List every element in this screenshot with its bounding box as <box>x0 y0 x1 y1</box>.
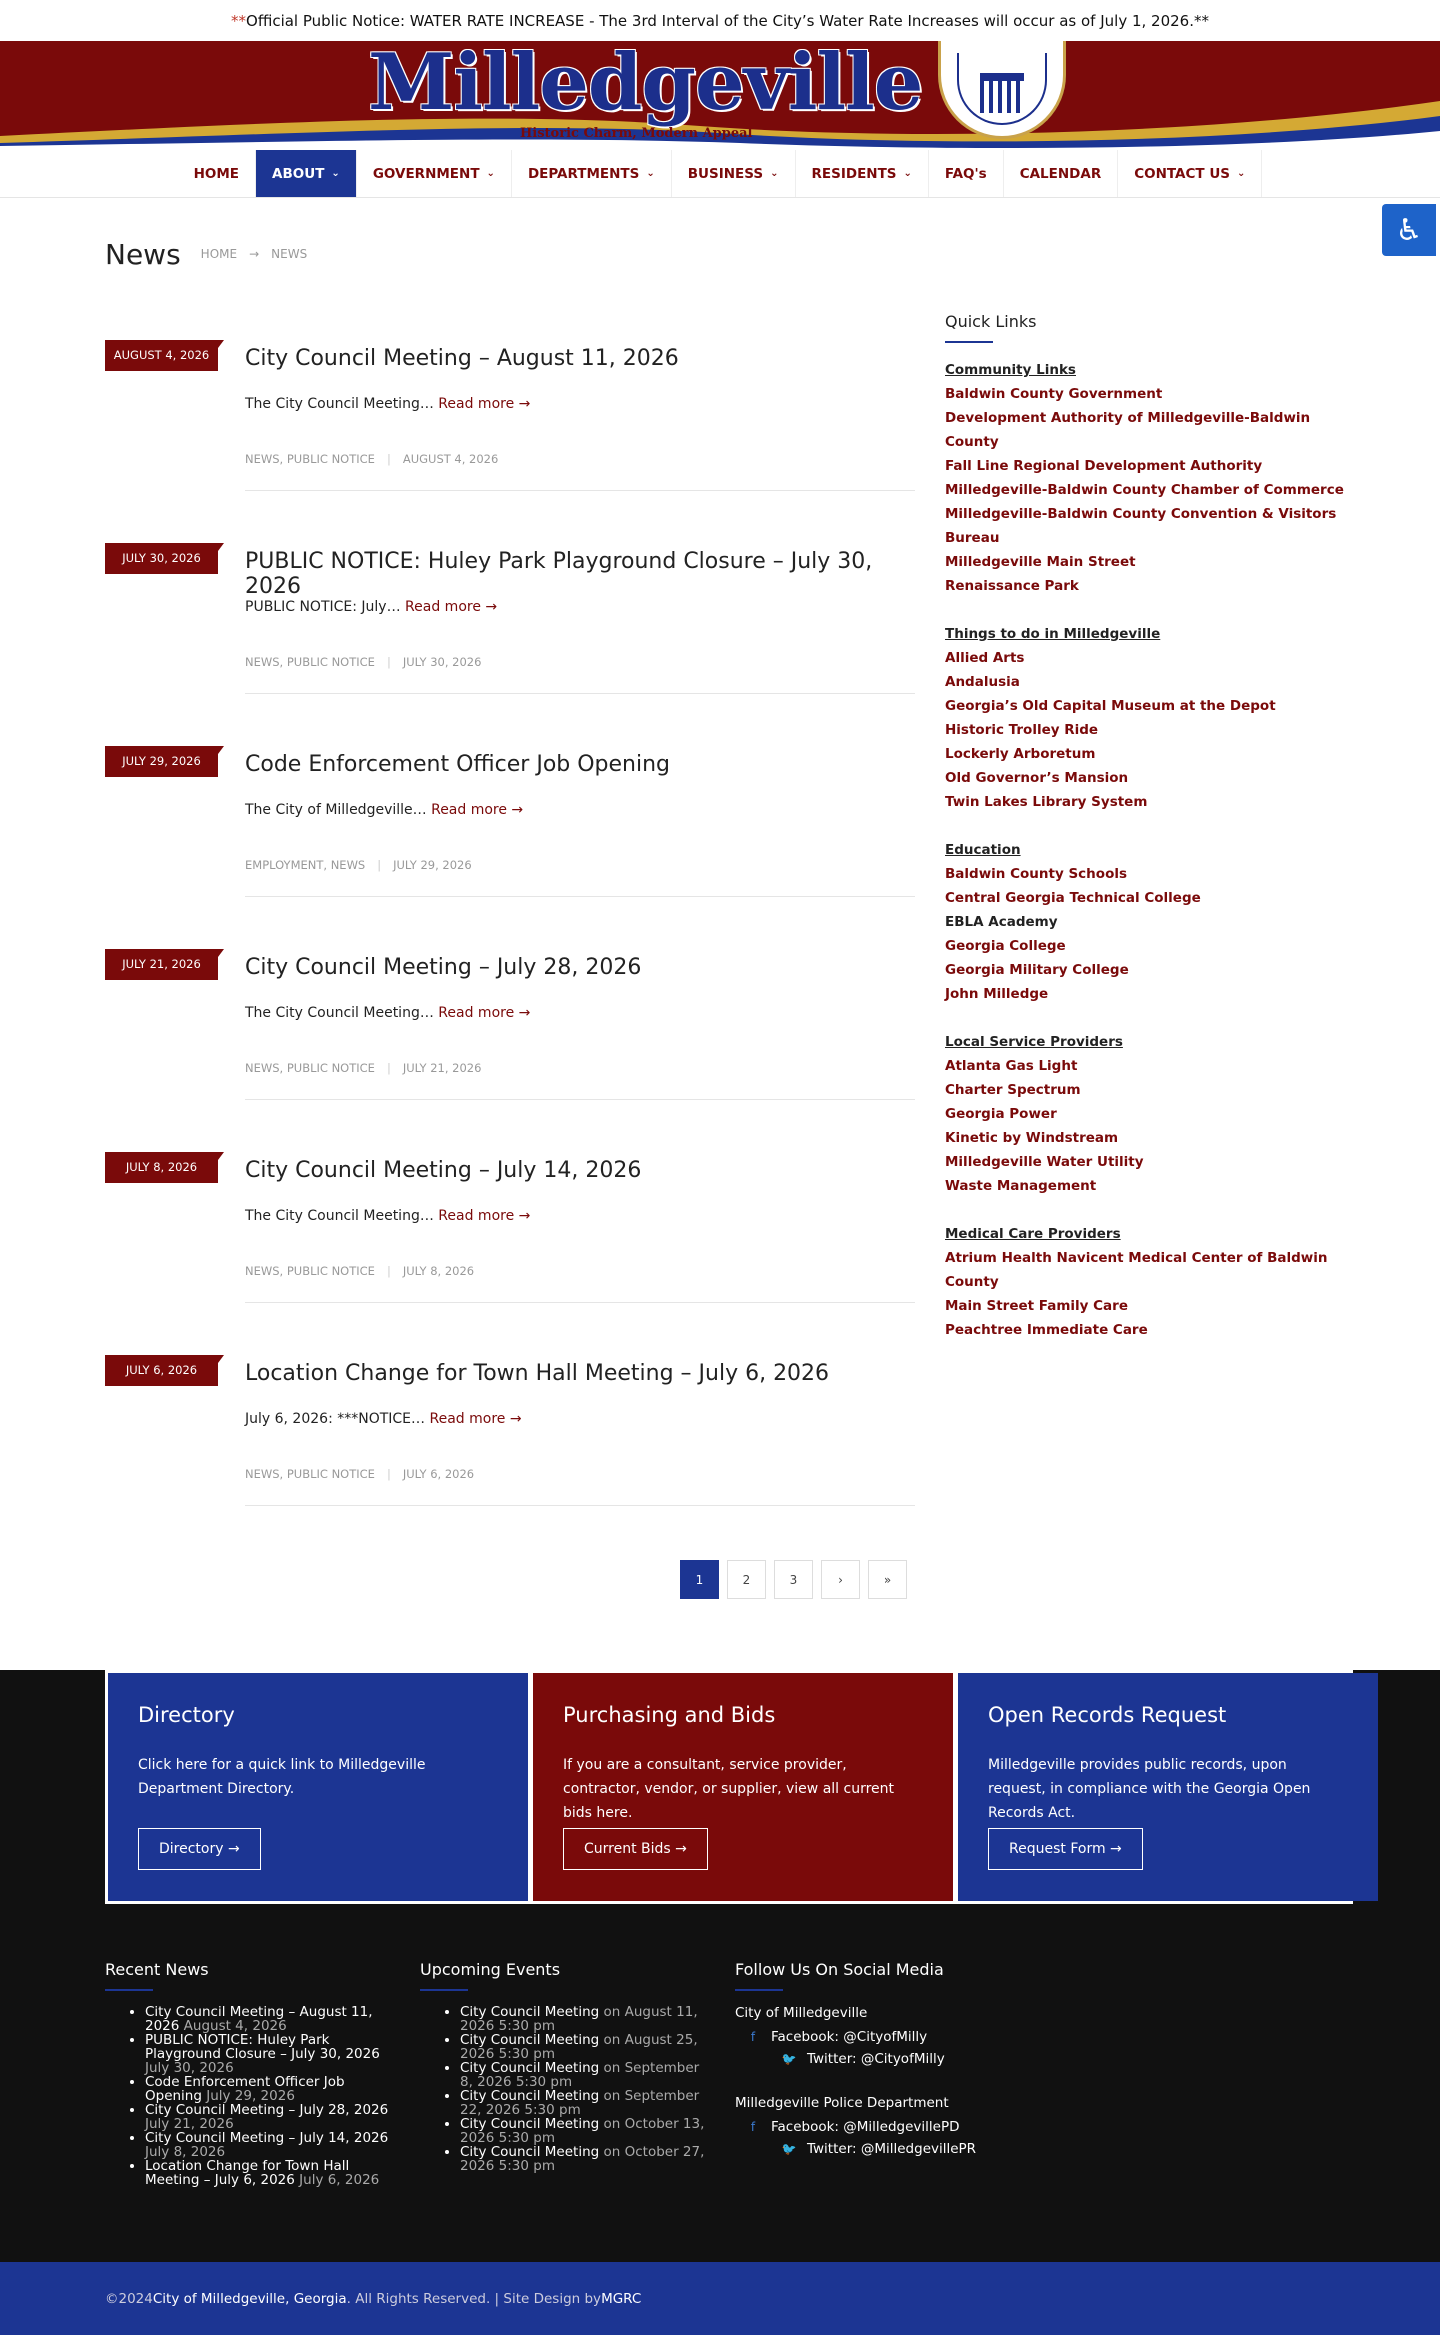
directory-button[interactable]: Directory → <box>138 1828 261 1870</box>
quick-link[interactable]: Georgia College <box>945 938 1066 954</box>
cta-open-records <box>958 1673 1378 1901</box>
cta-title: Purchasing and Bids <box>563 1703 776 1727</box>
quick-link[interactable]: Renaissance Park <box>945 578 1079 594</box>
post-date-badge: AUGUST 4, 2026 <box>105 340 218 371</box>
notice-text[interactable]: Official Public Notice: WATER RATE INCREASE - The 3rd Interval of the City’s Water Rate Increases will occur as of July 1, 2026.** <box>246 11 1209 30</box>
social-org: Milledgeville Police Department <box>735 2095 949 2111</box>
chevron-down-icon: ⌄ <box>331 168 340 179</box>
request-form-button[interactable]: Request Form → <box>988 1828 1143 1870</box>
recent-news-item[interactable]: • Location Change for Town Hall Meeting – July 6, 2026 July 6, 2026 <box>145 2159 395 2187</box>
post-date-badge: JULY 29, 2026 <box>105 746 218 777</box>
news-post <box>105 543 915 746</box>
quick-link[interactable]: Atlanta Gas Light <box>945 1058 1078 1074</box>
quick-link[interactable]: Fall Line Regional Development Authority <box>945 458 1263 474</box>
event-item[interactable]: • City Council Meeting on September 8, 2026 5:30 pm <box>460 2061 710 2089</box>
pagination <box>680 1560 907 1599</box>
read-more-link[interactable]: Read more → <box>438 1005 531 1021</box>
cta-band <box>105 1670 1353 1904</box>
social-org: City of Milledgeville <box>735 2005 868 2021</box>
page-3[interactable]: 3 <box>774 1560 813 1599</box>
post-categories[interactable]: NEWS, PUBLIC NOTICE <box>245 452 375 466</box>
nav-business[interactable]: BUSINESS ⌄ <box>672 150 796 197</box>
page-last[interactable]: » <box>868 1560 907 1599</box>
chevron-down-icon: ⌄ <box>646 168 655 179</box>
post-excerpt: The City of Milledgeville… Read more → <box>245 802 524 818</box>
post-excerpt: July 6, 2026: ***NOTICE… Read more → <box>245 1411 522 1427</box>
facebook-link[interactable]: f Facebook: @MilledgevillePD <box>735 2119 1035 2135</box>
breadcrumb-current: NEWS <box>271 247 308 261</box>
post-excerpt: PUBLIC NOTICE: July… Read more → <box>245 599 498 615</box>
quick-link-group <box>945 1222 1365 1342</box>
news-post <box>105 1355 915 1558</box>
post-date-badge: JULY 30, 2026 <box>105 543 218 574</box>
nav-departments[interactable]: DEPARTMENTS ⌄ <box>512 150 672 197</box>
quick-link-group <box>945 358 1365 598</box>
twitter-icon: 🐦 <box>781 2052 797 2066</box>
quick-link[interactable]: Kinetic by Windstream <box>945 1130 1119 1146</box>
nav-contact[interactable]: CONTACT US ⌄ <box>1118 150 1262 197</box>
read-more-link[interactable]: Read more → <box>429 1411 522 1427</box>
quick-link[interactable]: Baldwin County Schools <box>945 866 1128 882</box>
quick-link[interactable]: Milledgeville-Baldwin County Chamber of Commerce <box>945 482 1344 498</box>
footer-title: Upcoming Events <box>420 1960 561 1979</box>
event-item[interactable]: • City Council Meeting on August 25, 2026 5:30 pm <box>460 2033 710 2061</box>
quick-link-group <box>945 622 1365 814</box>
copyright-bar: ©2024 City of Milledgeville, Georgia . All Rights Reserved. | Site Design by MGRC <box>0 2262 1440 2335</box>
event-item[interactable]: • City Council Meeting on August 11, 2026 5:30 pm <box>460 2005 710 2033</box>
post-excerpt: The City Council Meeting… Read more → <box>245 1005 531 1021</box>
quick-link[interactable]: Main Street Family Care <box>945 1298 1128 1314</box>
quick-link-group-title: Community Links <box>945 362 1076 378</box>
quick-link[interactable]: Milledgeville Main Street <box>945 554 1136 570</box>
chevron-down-icon: ⌄ <box>770 168 779 179</box>
current-bids-button[interactable]: Current Bids → <box>563 1828 708 1870</box>
cta-text: If you are a consultant, service provider, contractor, vendor, or supplier, view all current bids here. <box>563 1757 895 1821</box>
facebook-link[interactable]: f Facebook: @CityofMilly <box>735 2029 1035 2045</box>
nav-faqs[interactable]: FAQ's <box>929 150 1004 197</box>
event-item[interactable]: • City Council Meeting on October 27, 2026 5:30 pm <box>460 2145 710 2173</box>
post-categories[interactable]: NEWS, PUBLIC NOTICE <box>245 1264 375 1278</box>
nav-government[interactable]: GOVERNMENT ⌄ <box>357 150 512 197</box>
sidebar-title: Quick Links <box>945 312 1037 331</box>
post-meta: EMPLOYMENT, NEWS | JULY 29, 2026 <box>245 858 472 872</box>
post-categories[interactable]: EMPLOYMENT, NEWS <box>245 858 366 872</box>
event-item[interactable]: • City Council Meeting on October 13, 2026 5:30 pm <box>460 2117 710 2145</box>
cta-directory <box>108 1673 528 1901</box>
recent-news-item[interactable]: • Code Enforcement Officer Job Opening July 29, 2026 <box>145 2075 395 2103</box>
twitter-link[interactable]: 🐦 Twitter: @MilledgevillePR <box>735 2141 1035 2157</box>
arrow-right-icon: → <box>249 247 260 261</box>
post-meta-date: JULY 8, 2026 <box>402 1264 475 1278</box>
quick-link[interactable]: Atrium Health Navicent Medical Center of Baldwin County <box>945 1250 1328 1290</box>
read-more-link[interactable]: Read more → <box>438 1208 531 1224</box>
quick-link[interactable]: Georgia Military College <box>945 962 1129 978</box>
post-meta-date: JULY 6, 2026 <box>402 1467 475 1481</box>
post-meta: NEWS, PUBLIC NOTICE | JULY 30, 2026 <box>245 655 482 669</box>
breadcrumb <box>201 247 308 261</box>
cta-text: Click here for a quick link to Milledgeville Department Directory. <box>138 1757 426 1797</box>
nav-about[interactable]: ABOUT ⌄ <box>256 150 357 197</box>
post-title[interactable]: City Council Meeting – July 14, 2026 <box>245 1158 642 1183</box>
quick-link[interactable]: Charter Spectrum <box>945 1082 1081 1098</box>
post-date-badge: JULY 8, 2026 <box>105 1152 218 1183</box>
post-excerpt: The City Council Meeting… Read more → <box>245 396 531 412</box>
news-post <box>105 746 915 949</box>
post-meta: NEWS, PUBLIC NOTICE | JULY 8, 2026 <box>245 1264 475 1278</box>
post-categories[interactable]: NEWS, PUBLIC NOTICE <box>245 1467 375 1481</box>
post-meta-date: JULY 30, 2026 <box>402 655 482 669</box>
designer-link[interactable]: MGRC <box>601 2290 642 2307</box>
quick-link[interactable]: Andalusia <box>945 674 1020 690</box>
top-notice <box>0 0 1440 41</box>
quick-link[interactable]: Twin Lakes Library System <box>945 794 1148 810</box>
notice-stars: ** <box>231 11 247 30</box>
chevron-down-icon: ⌄ <box>903 168 912 179</box>
cta-title: Directory <box>138 1703 235 1727</box>
post-title[interactable]: City Council Meeting – August 11, 2026 <box>245 346 679 371</box>
post-excerpt: The City Council Meeting… Read more → <box>245 1208 531 1224</box>
page-header <box>70 198 1370 310</box>
quick-link[interactable]: Waste Management <box>945 1178 1097 1194</box>
quick-link-group-title: Medical Care Providers <box>945 1226 1121 1242</box>
recent-news-item[interactable]: • City Council Meeting – August 11, 2026 August 4, 2026 <box>145 2005 395 2033</box>
nav-calendar[interactable]: CALENDAR <box>1004 150 1119 197</box>
post-categories[interactable]: NEWS, PUBLIC NOTICE <box>245 1061 375 1075</box>
page-1[interactable]: 1 <box>680 1560 719 1599</box>
quick-link[interactable]: Central Georgia Technical College <box>945 890 1201 906</box>
quick-link-group-title: Things to do in Milledgeville <box>945 626 1161 642</box>
quick-link[interactable]: Baldwin County Government <box>945 386 1163 402</box>
recent-news-item[interactable]: • PUBLIC NOTICE: Huley Park Playground Closure – July 30, 2026 July 30, 2026 <box>145 2033 395 2075</box>
quick-link[interactable]: Milledgeville Water Utility <box>945 1154 1144 1170</box>
twitter-link[interactable]: 🐦 Twitter: @CityofMilly <box>735 2051 1035 2067</box>
post-date-badge: JULY 21, 2026 <box>105 949 218 980</box>
quick-link-group-title: Local Service Providers <box>945 1034 1123 1050</box>
recent-news-item[interactable]: • City Council Meeting – July 28, 2026 July 21, 2026 <box>145 2103 395 2131</box>
page-title: News <box>105 237 181 271</box>
quick-link[interactable]: EBLA Academy <box>945 914 1058 930</box>
post-meta: NEWS, PUBLIC NOTICE | JULY 21, 2026 <box>245 1061 482 1075</box>
news-post <box>105 340 915 543</box>
quick-link[interactable]: Peachtree Immediate Care <box>945 1322 1148 1338</box>
quick-link-group <box>945 1030 1365 1198</box>
main-nav <box>0 150 1440 198</box>
footer-recent-news <box>105 1960 395 2187</box>
post-title[interactable]: City Council Meeting – July 28, 2026 <box>245 955 642 980</box>
post-meta: NEWS, PUBLIC NOTICE | AUGUST 4, 2026 <box>245 452 499 466</box>
quick-link[interactable]: Georgia Power <box>945 1106 1057 1122</box>
post-meta-date: JULY 21, 2026 <box>402 1061 482 1075</box>
breadcrumb-home[interactable]: HOME <box>200 247 238 261</box>
site-logo[interactable]: Milledgeville <box>368 41 923 128</box>
twitter-icon: 🐦 <box>781 2142 797 2156</box>
post-title[interactable]: PUBLIC NOTICE: Huley Park Playground Closure – July 30, 2026 <box>245 549 873 599</box>
quick-link[interactable]: Allied Arts <box>945 650 1025 666</box>
footer-upcoming-events <box>420 1960 710 2173</box>
page-next[interactable]: › <box>821 1560 860 1599</box>
nav-residents[interactable]: RESIDENTS ⌄ <box>796 150 929 197</box>
quick-link[interactable]: Old Governor’s Mansion <box>945 770 1129 786</box>
read-more-link[interactable]: Read more → <box>438 396 531 412</box>
quick-link[interactable]: Historic Trolley Ride <box>945 722 1099 738</box>
cta-text: Milledgeville provides public records, upon request, in compliance with the Georgia Open Records Act. <box>988 1757 1311 1821</box>
site-tagline: Historic Charm, Modern Appeal <box>520 126 753 141</box>
quick-link-group-title: Education <box>945 842 1021 858</box>
sidebar-quick-links <box>945 312 1365 1366</box>
post-date-badge: JULY 6, 2026 <box>105 1355 218 1386</box>
read-more-link[interactable]: Read more → <box>405 599 498 615</box>
quick-link[interactable]: John Milledge <box>945 986 1049 1002</box>
post-title[interactable]: Code Enforcement Officer Job Opening <box>245 752 671 777</box>
post-meta: NEWS, PUBLIC NOTICE | JULY 6, 2026 <box>245 1467 475 1481</box>
post-meta-date: JULY 29, 2026 <box>393 858 472 872</box>
post-meta-date: AUGUST 4, 2026 <box>402 452 499 466</box>
footer-title: Follow Us On Social Media <box>735 1960 944 1979</box>
footer-social <box>735 1960 1035 2163</box>
post-categories[interactable]: NEWS, PUBLIC NOTICE <box>245 655 375 669</box>
quick-link[interactable]: Development Authority of Milledgeville-Baldwin County <box>945 410 1311 450</box>
chevron-down-icon: ⌄ <box>486 168 495 179</box>
quick-link[interactable]: Georgia’s Old Capital Museum at the Depot <box>945 698 1276 714</box>
facebook-icon: f <box>750 2030 756 2044</box>
cta-bids <box>533 1673 953 1901</box>
quick-link[interactable]: Lockerly Arboretum <box>945 746 1096 762</box>
page-2[interactable]: 2 <box>727 1560 766 1599</box>
copyright-org-link[interactable]: City of Milledgeville, Georgia <box>152 2290 347 2307</box>
news-post <box>105 949 915 1152</box>
recent-news-item[interactable]: • City Council Meeting – July 14, 2026 July 8, 2026 <box>145 2131 395 2159</box>
header-banner <box>0 41 1440 150</box>
footer-title: Recent News <box>105 1960 209 1979</box>
accessibility-icon[interactable]: ♿ <box>1382 204 1436 256</box>
event-item[interactable]: • City Council Meeting on September 22, 2026 5:30 pm <box>460 2089 710 2117</box>
read-more-link[interactable]: Read more → <box>431 802 524 818</box>
news-post <box>105 1152 915 1355</box>
post-title[interactable]: Location Change for Town Hall Meeting – July 6, 2026 <box>245 1361 830 1386</box>
quick-link-group <box>945 838 1365 1006</box>
facebook-icon: f <box>750 2120 756 2134</box>
nav-home[interactable]: HOME <box>178 150 256 197</box>
cta-title: Open Records Request <box>988 1703 1227 1727</box>
quick-link[interactable]: Milledgeville-Baldwin County Convention & Visitors Bureau <box>945 506 1337 546</box>
chevron-down-icon: ⌄ <box>1237 168 1246 179</box>
